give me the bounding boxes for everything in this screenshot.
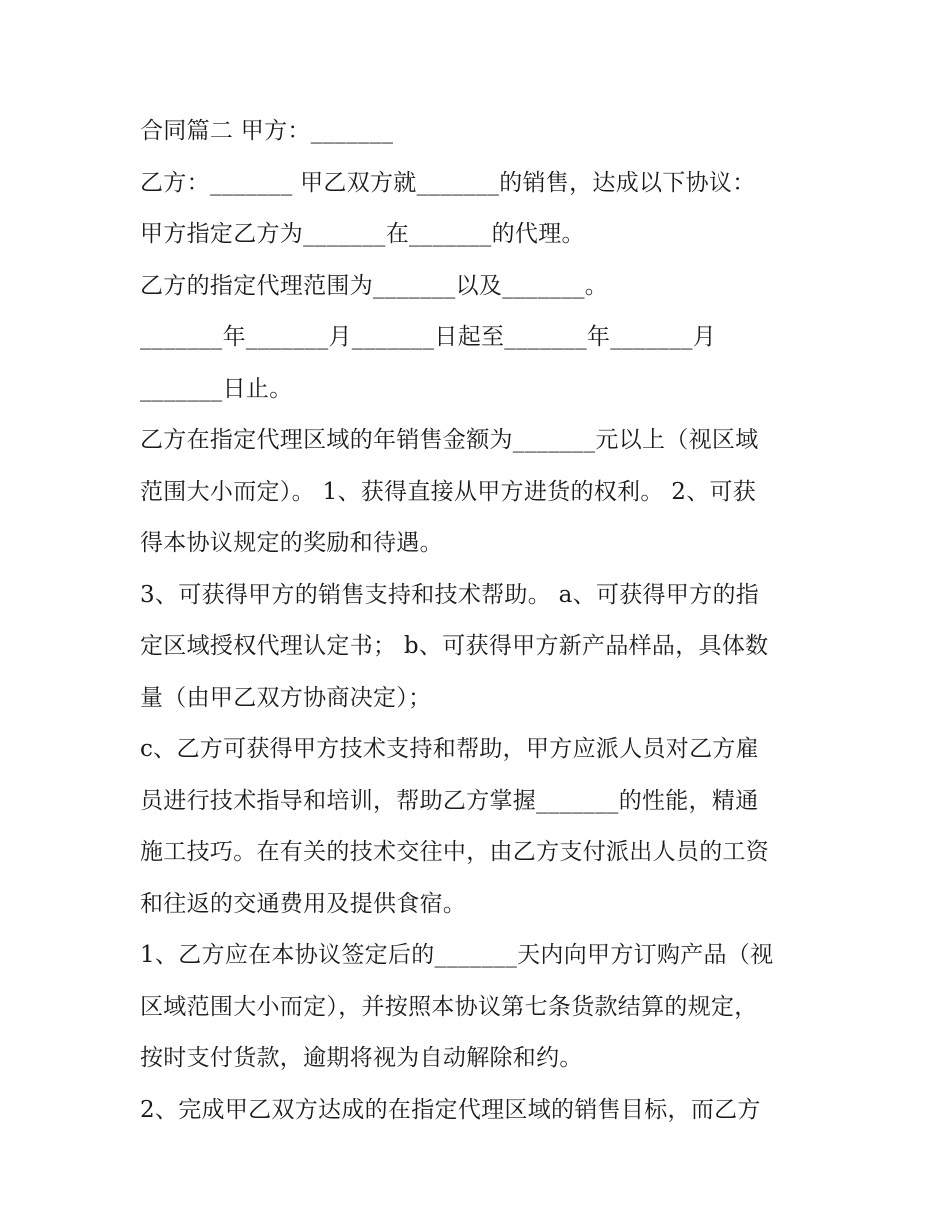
text-line: 和往返的交通费用及提供食宿。 <box>140 890 467 917</box>
text-line: 定区域授权代理认定书； b、可获得甲方新产品样品，具体数 <box>140 633 769 659</box>
text-line: 员进行技术指导和培训，帮助乙方掌握_______的性能，精通 <box>140 787 759 814</box>
text-line: 合同篇二 甲方：_______ <box>140 118 394 144</box>
text-line: 乙方在指定代理区域的年销售金额为_______元以上（视区域 <box>140 427 759 453</box>
text-line: c、乙方可获得甲方技术支持和帮助，甲方应派人员对乙方雇 <box>140 736 759 762</box>
text-line: 按时支付货款，逾期将视为自动解除和约。 <box>140 1045 583 1071</box>
text-line: 甲方指定乙方为_______在_______的代理。 <box>140 221 585 247</box>
text-line: 乙方的指定代理范围为_______以及_______。 <box>140 272 609 299</box>
text-line: _______年_______月_______日起至_______年_______月 <box>140 324 717 350</box>
text-line: 3、可获得甲方的销售支持和技术帮助。 a、可获得甲方的指 <box>140 581 760 608</box>
text-line: 量（由甲乙双方协商决定）； <box>140 684 432 711</box>
text-line: 范围大小而定）。 1、获得直接从甲方进货的权利。 2、可获 <box>140 478 757 505</box>
text-line: _______日止。 <box>140 375 293 402</box>
text-line: 乙方：_______ 甲乙双方就_______的销售，达成以下协议： <box>140 169 756 196</box>
document-body <box>140 106 820 1136</box>
text-line: 施工技巧。在有关的技术交往中，由乙方支付派出人员的工资 <box>140 839 770 865</box>
text-line: 得本协议规定的奖励和待遇。 <box>140 530 443 556</box>
text-line: 1、乙方应在本协议签定后的_______天内向甲方订购产品（视 <box>140 942 774 968</box>
text-line: 区域范围大小而定），并按照本协议第七条货款结算的规定， <box>140 993 758 1020</box>
text-line: 2、完成甲乙双方达成的在指定代理区域的销售目标，而乙方 <box>140 1096 761 1123</box>
